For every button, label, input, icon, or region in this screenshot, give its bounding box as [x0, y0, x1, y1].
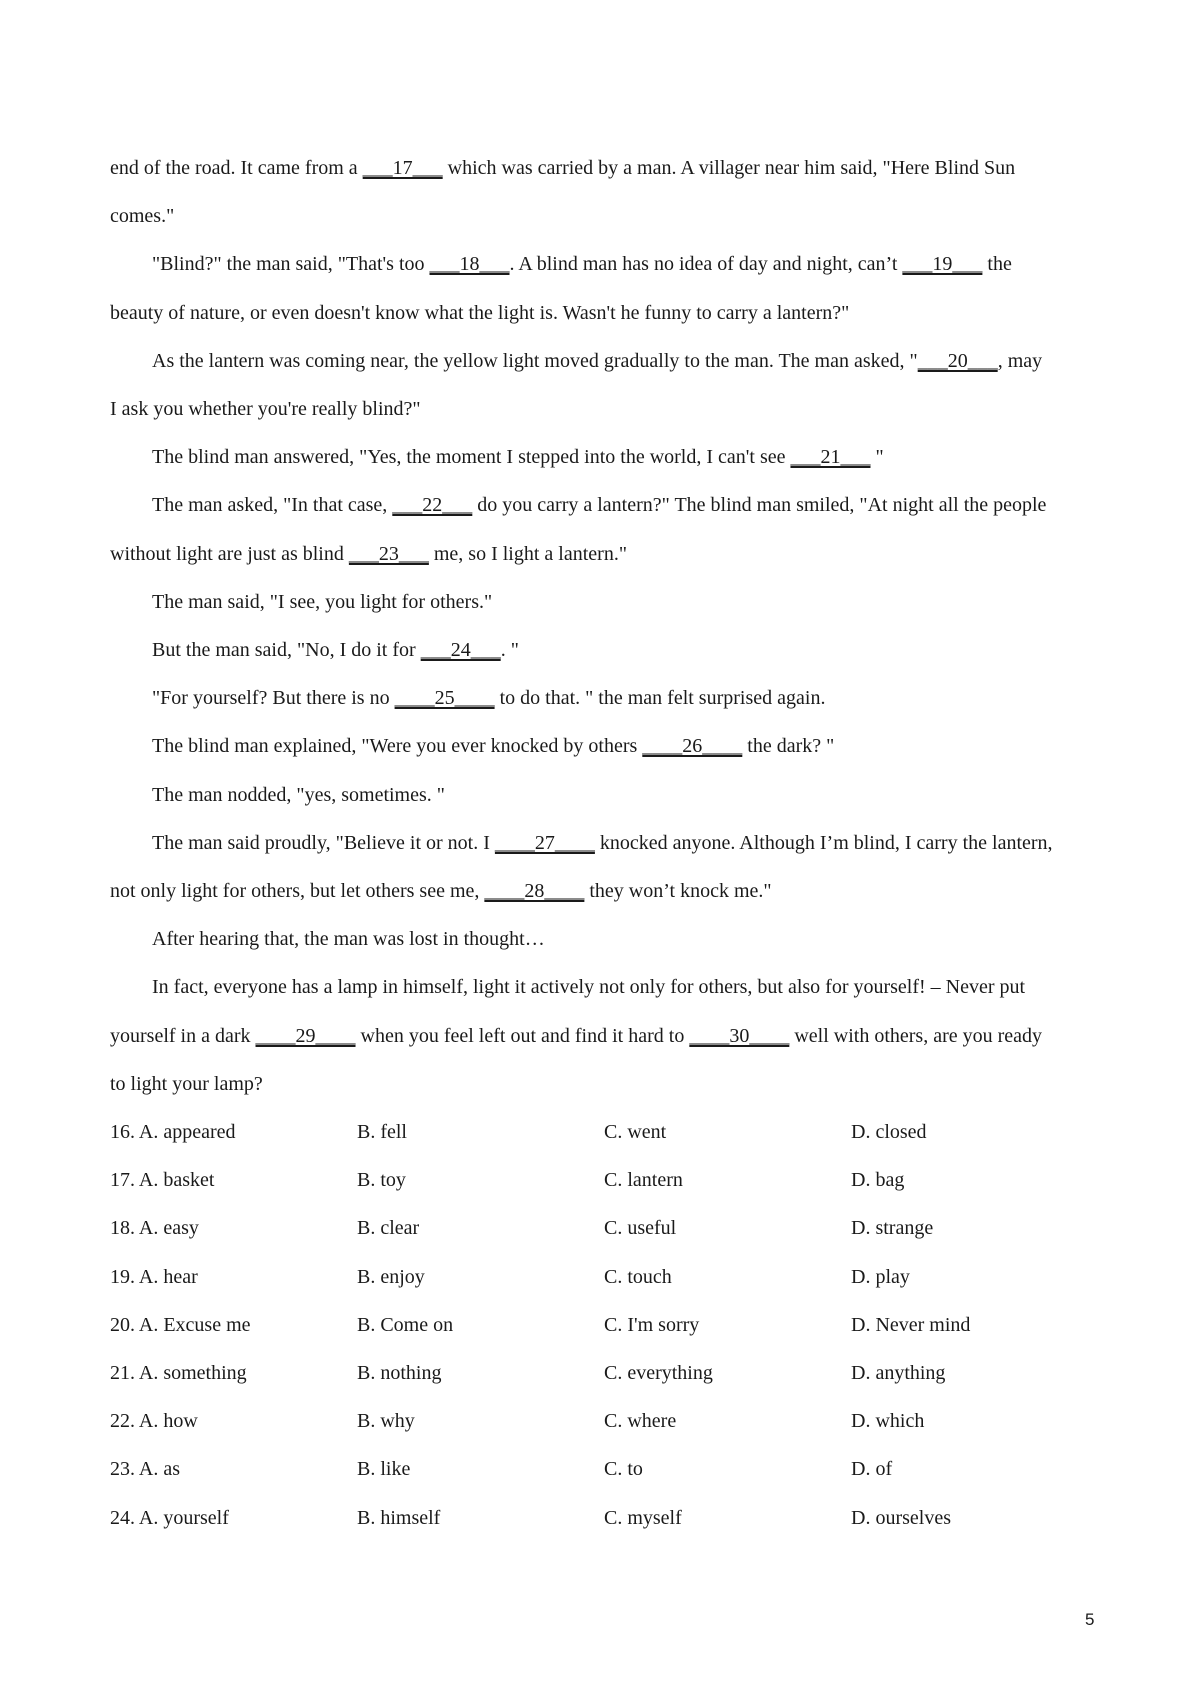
text-run: yourself in a dark [110, 1024, 256, 1047]
text-run: The man said, "I see, you light for others." [152, 590, 493, 613]
option-21-b: B. nothing [357, 1362, 442, 1384]
passage-line [152, 734, 834, 758]
option-22-b: B. why [357, 1410, 415, 1433]
answer-blank: ___18___ [429, 253, 510, 276]
text-run: . A blind man has no idea of day and night, can’t [509, 253, 903, 276]
text-run: end of the road. It came from a [110, 157, 363, 179]
option-19-a: 19. A. hear [110, 1265, 198, 1288]
option-21-d: D. anything [851, 1362, 946, 1384]
option-19-d: D. play [851, 1265, 910, 1288]
text-run: the dark? " [742, 735, 835, 758]
option-16-c: C. went [604, 1121, 667, 1143]
passage-line [152, 927, 545, 951]
option-18-b: B. clear [357, 1217, 420, 1240]
option-22-c: C. where [604, 1410, 677, 1433]
option-22-a: 22. A. how [110, 1410, 198, 1433]
passage-line [110, 397, 421, 421]
option-18-d: D. strange [851, 1217, 934, 1240]
option-24-c: C. myself [604, 1506, 682, 1529]
text-run: I ask you whether you're really blind?" [110, 398, 421, 420]
passage-line [152, 638, 519, 662]
answer-blank: ___20___ [917, 349, 998, 372]
text-run: do you carry a lantern?" The blind man smiled, "At night all the people [472, 494, 1047, 517]
option-21-c: C. everything [604, 1362, 713, 1384]
passage-line [152, 349, 1042, 373]
text-run: the [982, 253, 1012, 276]
text-run: In fact, everyone has a lamp in himself, light it actively not only for others, but also for yourself! – Never put [152, 976, 1026, 999]
option-21-a: 21. A. something [110, 1362, 247, 1384]
option-23-c: C. to [604, 1458, 643, 1481]
text-run: knocked anyone. Although I’m blind, I carry the lantern, [594, 831, 1053, 854]
answer-blank: ___24___ [420, 639, 501, 661]
text-run: , may [997, 349, 1043, 372]
option-17-c: C. lantern [604, 1169, 683, 1192]
passage-line [152, 252, 1012, 276]
option-16-a: 16. A. appeared [110, 1121, 236, 1143]
option-18-a: 18. A. easy [110, 1217, 199, 1240]
text-run: not only light for others, but let others see me, [110, 880, 485, 902]
option-17-b: B. toy [357, 1169, 406, 1192]
passage-line [110, 1024, 1042, 1048]
text-run: beauty of nature, or even doesn't know what the light is. Wasn't he funny to carry a lantern?" [110, 301, 850, 324]
passage-line [110, 204, 174, 228]
option-20-b: B. Come on [357, 1313, 454, 1336]
text-run: The man asked, "In that case, [152, 494, 393, 517]
passage-line [110, 156, 1015, 180]
answer-blank: ___23___ [348, 542, 429, 565]
option-23-b: B. like [357, 1458, 411, 1481]
text-run: " [870, 446, 884, 469]
text-run: The blind man explained, "Were you ever knocked by others [152, 735, 643, 758]
answer-blank: ____27____ [494, 831, 595, 854]
passage-line [110, 879, 772, 903]
text-run: well with others, are you ready [789, 1024, 1043, 1047]
text-run: "Blind?" the man said, "That's too [152, 253, 430, 276]
option-22-d: D. which [851, 1410, 925, 1433]
option-24-a: 24. A. yourself [110, 1506, 229, 1529]
text-run: . " [500, 639, 519, 661]
option-16-b: B. fell [357, 1121, 407, 1143]
passage-line [152, 493, 1046, 517]
answer-blank: ___19___ [902, 253, 983, 276]
passage-line [110, 1072, 263, 1096]
option-19-c: C. touch [604, 1265, 672, 1288]
option-23-d: D. of [851, 1458, 893, 1481]
text-run: me, so I light a lantern." [428, 542, 627, 565]
passage-line [152, 686, 825, 710]
option-17-a: 17. A. basket [110, 1169, 215, 1192]
passage-line [152, 831, 1053, 855]
option-24-b: B. himself [357, 1506, 441, 1529]
option-18-c: C. useful [604, 1217, 677, 1240]
passage-line [152, 445, 884, 469]
option-16-d: D. closed [851, 1121, 927, 1143]
option-23-a: 23. A. as [110, 1458, 180, 1481]
text-run: The blind man answered, "Yes, the moment I stepped into the world, I can't see [152, 446, 791, 469]
passage-line [110, 542, 627, 566]
option-20-a: 20. A. Excuse me [110, 1313, 251, 1336]
passage-line [152, 590, 492, 614]
text-run: The man nodded, "yes, sometimes. " [152, 783, 445, 806]
text-run: The man said proudly, "Believe it or not. I [152, 831, 495, 854]
answer-blank: ____29____ [255, 1024, 356, 1047]
text-run: without light are just as blind [110, 542, 349, 565]
text-run: to do that. " the man felt surprised again. [494, 687, 826, 710]
text-run: "For yourself? But there is no [152, 687, 395, 710]
answer-blank: ___21___ [790, 446, 871, 469]
text-run: As the lantern was coming near, the yellow light moved gradually to the man. The man asked, " [152, 349, 918, 372]
answer-blank: ____30____ [689, 1024, 790, 1047]
answer-blank: ____28____ [484, 880, 585, 902]
answer-blank: ____25____ [394, 687, 495, 710]
answer-blank: ___22___ [392, 494, 473, 517]
text-run: when you feel left out and find it hard to [355, 1024, 690, 1047]
text-run: comes." [110, 205, 175, 228]
passage-line [152, 975, 1025, 999]
answer-blank: ____26____ [642, 735, 743, 758]
text-run: which was carried by a man. A villager near him said, "Here Blind Sun [442, 157, 1016, 179]
text-run: But the man said, "No, I do it for [152, 639, 421, 661]
option-17-d: D. bag [851, 1169, 905, 1192]
text-run: they won’t knock me." [584, 880, 772, 902]
option-20-d: D. Never mind [851, 1313, 971, 1336]
option-24-d: D. ourselves [851, 1506, 951, 1529]
text-run: After hearing that, the man was lost in thought… [152, 928, 545, 951]
passage-line [110, 301, 849, 325]
text-run: to light your lamp? [110, 1072, 263, 1095]
option-19-b: B. enjoy [357, 1265, 425, 1288]
answer-blank: ___17___ [362, 157, 443, 179]
page-number: 5 [1085, 1610, 1095, 1629]
passage-line [152, 783, 445, 807]
option-20-c: C. I'm sorry [604, 1313, 700, 1336]
